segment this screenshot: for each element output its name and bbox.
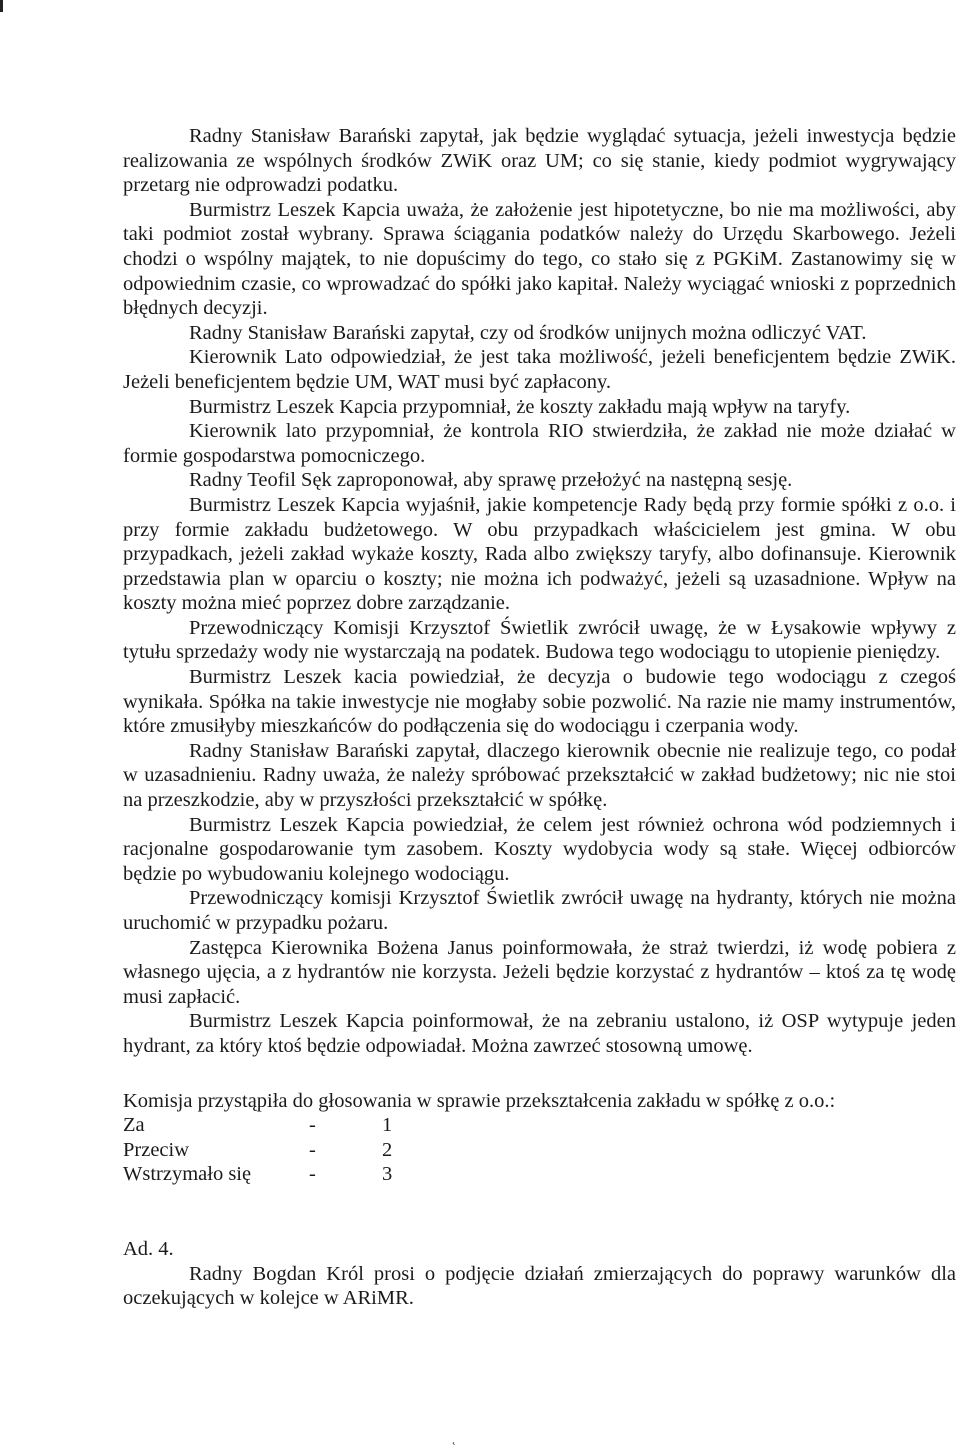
vote-count: 2 [382, 1138, 393, 1161]
vote-option-label: Przeciw [123, 1138, 190, 1161]
vote-row [123, 1113, 392, 1138]
paragraph: Radny Stanisław Barański zapytał, dlaczego kierownik obecnie nie realizuje tego, co podał w uzasadnieniu. Radny uważa, że należy spróbować przekształcić w zakład budżetowy; nic nie stoi na przeszkodzie, aby w przyszłości przekształcić w spółkę. [123, 739, 956, 812]
agenda-item-text: Radny Bogdan Król prosi o podjęcie działań zmierzających do poprawy warunków dla oczekujących w kolejce w ARiMR. [123, 1262, 956, 1310]
paragraph: Burmistrz Leszek Kapcia uważa, że założenie jest hipotetyczne, bo nie ma możliwości, aby taki podmiot został wybrany. Sprawa ściągania podatków należy do Urzędu Skarbowego. Jeżeli chodzi o wspólny majątek, to nie dopuścimy do tego, co stało się z PGKiM. Zastanowimy się w odpowiednim czasie, co wprowadzać do spółki jako kapitał. Należy wyciągać wnioski z poprzednich błędnych decyzji. [123, 198, 956, 320]
paragraph: Przewodniczący Komisji Krzysztof Świetlik zwrócił uwagę, że w Łysakowie wpływy z tytułu sprzedaży wody nie wystarczają na podatek. Budowa tego wodociągu to utopienie pieniędzy. [123, 616, 956, 664]
vote-dash: - [309, 1163, 316, 1186]
vote-section [123, 1089, 956, 1187]
vote-intro: Komisja przystąpiła do głosowania w sprawie przekształcenia zakładu w spółkę z o.o.: [123, 1089, 836, 1112]
vote-option-label: Za [123, 1114, 145, 1137]
vote-option-label: Wstrzymało się [123, 1163, 252, 1186]
vote-dash: - [309, 1114, 316, 1137]
paragraph: Burmistrz Leszek Kapcia przypomniał, że koszty zakładu mają wpływ na taryfy. [189, 395, 851, 418]
paragraph: Burmistrz Leszek Kapcia wyjaśnił, jakie kompetencje Rady będą przy formie spółki z o.o. i przy formie zakładu budżetowego. W obu przypadkach właścicielem jest gmina. W obu przypadkach, jeżeli zakład wykaże koszty, Rada albo zwiększy taryfy, albo dofinansuje. Kierownik przedstawia plan w oparciu o koszty; nie można ich podważyć, jeżeli są uzasadnione. Wpływ na koszty można mieć poprzez dobre zarządzanie. [123, 493, 956, 615]
paragraph: Przewodniczący komisji Krzysztof Świetlik zwrócił uwagę na hydranty, których nie można uruchomić w przypadku pożaru. [123, 887, 956, 934]
paragraph: Burmistrz Leszek kacia powiedział, że decyzja o budowie tego wodociągu z czegoś wynikała. Spółka na takie inwestycje nie mogłaby sobie pozwolić. Na razie nie mamy instrumentów, które zmusiłyby mieszkańców do podłączenia się do wodociągu i czerpania wody. [123, 666, 956, 738]
agenda-item-heading: Ad. 4. [123, 1237, 174, 1260]
paragraph: Kierownik Lato odpowiedział, że jest taka możliwość, jeżeli beneficjentem będzie ZWiK. Jeżeli beneficjentem będzie UM, WAT musi być zapłacony. [123, 346, 956, 393]
paragraph: Radny Teofil Sęk zaproponował, aby sprawę przełożyć na następną sesję. [189, 469, 793, 492]
vote-row [123, 1162, 392, 1187]
paragraph: Radny Stanisław Barański zapytał, czy od środków unijnych można odliczyć VAT. [189, 321, 867, 344]
paragraph: Kierownik lato przypomniał, że kontrola RIO stwierdziła, że zakład nie może działać w formie gospodarstwa pomocniczego. [123, 420, 956, 467]
paragraph: Zastępca Kierownika Bożena Janus poinformowała, że straż twierdzi, iż wodę pobiera z własnego ujęcia, a z hydrantów nie korzysta. Jeżeli będzie korzystać z hydrantów – ktoś za tę wodę musi zapłacić. [123, 936, 956, 1008]
paragraph: Burmistrz Leszek Kapcia poinformował, że na zebraniu ustalono, iż OSP wytypuje jeden hydrant, za który ktoś będzie odpowiadał. Można zawrzeć stosowną umowę. [123, 1010, 956, 1057]
vote-row [123, 1138, 392, 1163]
scan-footer-mark: ˛ [452, 1431, 456, 1445]
minutes-body [123, 124, 956, 1059]
paragraph: Radny Stanisław Barański zapytał, jak będzie wyglądać sytuacja, jeżeli inwestycja będzie realizowania ze wspólnych środków ZWiK oraz UM; co się stanie, kiedy podmiot wygrywający przetarg nie odprowadzi podatku. [123, 125, 956, 197]
vote-count: 3 [382, 1163, 393, 1186]
scan-corner-mark [0, 0, 3, 12]
vote-count: 1 [382, 1114, 393, 1137]
document-page [123, 124, 956, 1311]
vote-dash: - [309, 1138, 316, 1161]
vote-results-table [123, 1113, 392, 1187]
paragraph: Burmistrz Leszek Kapcia powiedział, że celem jest również ochrona wód podziemnych i racjonalne gospodarowanie tym zasobem. Koszty wydobycia wody są stałe. Więcej odbiorców będzie po wybudowaniu kolejnego wodociągu. [123, 813, 956, 885]
agenda-item-section [123, 1237, 956, 1311]
